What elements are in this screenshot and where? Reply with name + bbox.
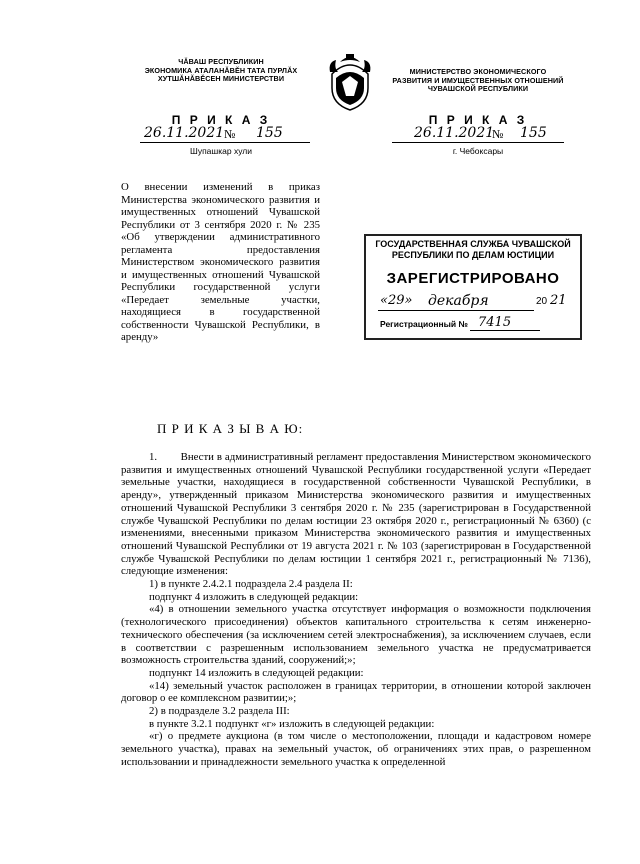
left-order-number: 155 [256, 125, 283, 141]
paragraph-9: «г) о предмете аукциона (в том числе о местоположении, площади и кадастровом номере земельного участка), правах на земельный участок, об ограничениях этих прав, о разрешенном использовании и принадлежности земельного участка к определенной [121, 730, 591, 768]
stamp-reg-number: 7415 [478, 315, 512, 330]
stamp-month: декабря [428, 293, 489, 309]
stamp-year-prefix: 20 [536, 296, 548, 307]
stamp-date-underline [378, 310, 534, 311]
stamp-line2: РЕСПУБЛИКИ ПО ДЕЛАМ ЮСТИЦИИ [391, 250, 555, 260]
decree-word: П Р И К А З Ы В А Ю: [157, 421, 304, 436]
left-order-no-sign: № [224, 127, 236, 141]
stamp-day: «29» [380, 293, 413, 308]
coat-of-arms-icon [326, 52, 374, 112]
paragraph-6: «14) земельный участок расположен в границах территории, в отношении которой заключен договор о ее комплексном развитии;»; [121, 679, 591, 705]
right-order-number-line [392, 127, 564, 143]
header-right-org [383, 68, 573, 94]
right-order-title: П Р И К А З [428, 113, 528, 127]
registration-stamp [364, 234, 582, 340]
header-left-org [128, 58, 314, 84]
paragraph-5: подпункт 14 изложить в следующей редакции: [149, 666, 364, 679]
left-order-title: П Р И К А З [171, 113, 271, 127]
paragraph-1: 1. Внести в административный регламент предоставления Министерством экономического развития и имущественных отношений Чувашской Республики государственной услуги «Передает земельные участки, находящиеся в государственной собственности Чувашской Республики, в аренду», утвержденный приказом Министерства экономического развития и имущественных отношений Чувашской Республики 3 сентября 2020 г. № 235 (зарегистрирован в Государственной службе Чувашской Республики по делам юстиции 23 октября 2020 г., регистрационный № 6360) (с изменениями, внесенными приказом Министерства экономического развития и имущественных отношений Чувашской Республики от 19 августа 2021 г. № 103 (зарегистрирован в Государственной службе Чувашской Республики по делам юстиции 1 сентября 2021 г., регистрационный № 7136), следующие изменения: [121, 451, 591, 578]
order-body [121, 451, 591, 769]
stamp-reg-label: Регистрационный № [380, 319, 468, 329]
paragraph-2: 1) в пункте 2.4.2.1 подраздела 2.4 раздела II: [149, 578, 353, 591]
left-order-number-line [140, 127, 310, 143]
stamp-reg-line [366, 317, 580, 333]
stamp-reg-underline [470, 330, 540, 331]
paragraph-7: 2) в подразделе 3.2 раздела III: [149, 705, 290, 718]
header-right-line3: ЧУВАШСКОЙ РЕСПУБЛИКИ [427, 84, 529, 94]
left-order-date: 26.11.2021 [144, 125, 225, 141]
left-city: Шупашкар хули [190, 146, 252, 156]
stamp-line1: ГОСУДАРСТВЕННАЯ СЛУЖБА ЧУВАШСКОЙ [375, 239, 571, 249]
paragraph-8: в пункте 3.2.1 подпункт «г» изложить в следующей редакции: [149, 717, 435, 730]
right-order-no-sign: № [492, 127, 504, 141]
header-right-line2: РАЗВИТИЯ И ИМУЩЕСТВЕННЫХ ОТНОШЕНИЙ [392, 75, 564, 85]
header-left-line2: ЭКОНОМИКА АТАЛАНĂВĔН ТАТА ПУРЛĂХ [144, 65, 298, 75]
header-left-line3: ХУТШĂНĂВĔСЕН МИНИСТЕРСТВИ [157, 74, 285, 84]
stamp-year-suffix: 21 [550, 293, 567, 308]
paragraph-4: «4) в отношении земельного участка отсутствует информация о возможности подключения (технологического присоединения) объектов капитального строительства к сетям инженерно-технического обеспечения (за исключением сетей электроснабжения), за исключением случаев, если в соответствии с разрешенным использованием земельного участка не предусматривается возможность строительства зданий, сооружений;»; [121, 603, 591, 667]
order-subject: О внесении изменений в приказ Министерства экономического развития и имущественных отношений Чувашской Республики от 3 сентября 2020 г. № 235 «Об утверждении административного регламента предоставления Министерством экономического развития и имущественных отношений Чувашской Республики государственной услуги «Передает земельные участки, находящиеся в государственной собственности Чувашской Республики, в аренду» [121, 181, 320, 343]
stamp-date-line [366, 293, 580, 315]
header-left-line1: ЧĂВАШ РЕСПУБЛИКИН [178, 57, 264, 66]
right-order-number: 155 [520, 125, 547, 141]
header-right-line1: МИНИСТЕРСТВО ЭКОНОМИЧЕСКОГО [409, 67, 547, 76]
stamp-registered: ЗАРЕГИСТРИРОВАНО [386, 270, 560, 287]
right-city: г. Чебоксары [452, 146, 504, 156]
right-order-date: 26.11.2021 [414, 125, 495, 141]
paragraph-3: подпункт 4 изложить в следующей редакции: [149, 590, 359, 603]
